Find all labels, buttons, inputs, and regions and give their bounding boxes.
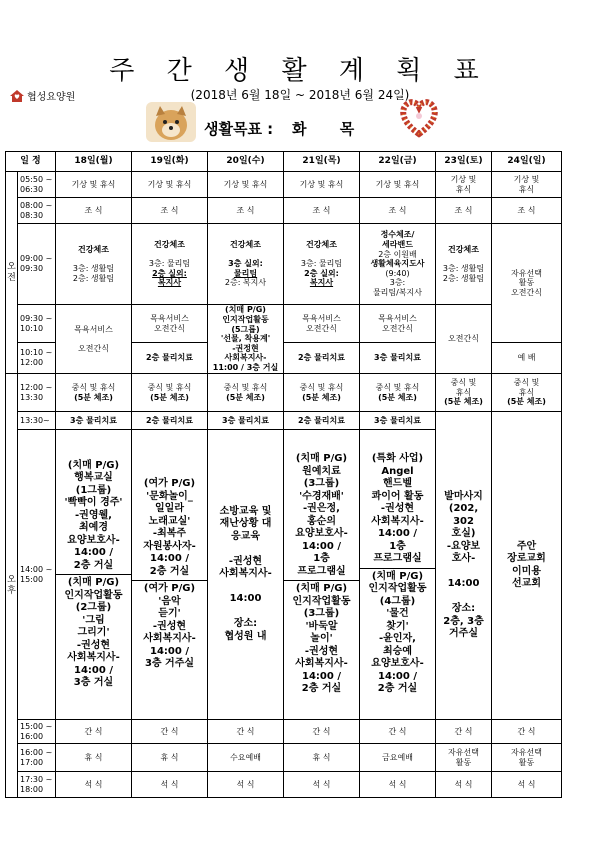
- cell-tue-pm: (여가 P/G) '문화놀이_ 일일라 노래교실' -최복주 자원봉사자- 14:00 / 2층 거실 (여가 P/G) '음악 듣기' -권성현 사회복지사- 14:00 / 3층 거주실: [132, 430, 208, 720]
- cell: 2층 물리치료: [284, 343, 360, 374]
- cell: 석 식: [208, 772, 284, 798]
- cell: 기상 및 휴식: [208, 172, 284, 198]
- col-wed: 20일(수): [208, 152, 284, 172]
- am-label: 오 전: [6, 172, 18, 374]
- col-schedule: 일 정: [6, 152, 56, 172]
- time-cell: 14:00 ~ 15:00: [18, 430, 56, 720]
- cell: 석 식: [56, 772, 132, 798]
- cell: 기상 및 휴식: [132, 172, 208, 198]
- pm-label: 오 후: [6, 374, 18, 798]
- puppy-image: [146, 102, 196, 142]
- time-cell: 05:50 ~ 06:30: [18, 172, 56, 198]
- time-cell: 10:10 ~ 12:00: [18, 343, 56, 374]
- cell: 건강체조 3층: 물리팀 2층 실외: 복지사: [284, 224, 360, 305]
- cell: (치매 P/G) 인지작업활동 (5그룹) '선물, 착용계' -권정현 사회복지사- 11:00 / 3층 거실: [208, 305, 284, 374]
- cell: 간 식: [284, 720, 360, 744]
- cell: 오전간식: [436, 305, 492, 374]
- cell: 자유선택 활동: [436, 744, 492, 772]
- cell: 조 식: [132, 198, 208, 224]
- cell: 건강체조 3층: 생활팀 2층: 생활팀: [56, 224, 132, 305]
- cell: 자유선택 활동: [492, 744, 562, 772]
- col-fri: 22일(금): [360, 152, 436, 172]
- cell: 예 배: [492, 343, 562, 374]
- cell: 중식 및 휴식 (5분 체조): [56, 374, 132, 412]
- cell: 정수체조/ 세라밴드 2층 이원배 생활체육지도사 (9:40) 3층: 물리팀/복지사: [360, 224, 436, 305]
- cell: 2층 물리치료: [132, 343, 208, 374]
- time-cell: 17:30 ~ 18:00: [18, 772, 56, 798]
- cell: 목욕서비스 오전간식: [284, 305, 360, 343]
- goal-value: 화 목: [292, 120, 369, 138]
- cell: 조 식: [492, 198, 562, 224]
- cell: 중식 및 휴식 (5분 체조): [208, 374, 284, 412]
- cell: 건강체조 3층: 물리팀 2층 실외: 복지사: [132, 224, 208, 305]
- cell: 목욕서비스 오전간식: [132, 305, 208, 343]
- time-cell: 09:30 ~ 10:10: [18, 305, 56, 343]
- cell: 3층 물리치료: [360, 412, 436, 430]
- col-mon: 18일(월): [56, 152, 132, 172]
- cell: 3층 물리치료: [56, 412, 132, 430]
- cell: 자유선택 활동 오전간식: [492, 224, 562, 343]
- row-dinner: [6, 772, 562, 798]
- cell: 조 식: [436, 198, 492, 224]
- time-cell: 13:30~: [18, 412, 56, 430]
- cell: 석 식: [492, 772, 562, 798]
- cell: 목욕서비스 오전간식: [56, 305, 132, 374]
- cell: 휴 식: [132, 744, 208, 772]
- page-title: 주 간 생 활 계 획 표: [109, 56, 491, 86]
- cell: 2층 물리치료: [132, 412, 208, 430]
- cell: 조 식: [56, 198, 132, 224]
- cell-fri-pm: (특화 사업) Angel 핸드벨 콰이어 활동 -권성현 사회복지사- 14:00 / 1층 프로그램실 (치매 P/G) 인지작업활동 (4그룹) '물건 찾기' -윤인자, 최승예 요양보호사- 14:00 / 2층 거실: [360, 430, 436, 720]
- cell: 중식 및 휴식 (5분 체조): [284, 374, 360, 412]
- col-thu: 21일(목): [284, 152, 360, 172]
- cell: 금요예배: [360, 744, 436, 772]
- row-physio-pm: [6, 412, 562, 430]
- goal-label: 생활목표 :: [204, 120, 274, 138]
- cell: 간 식: [492, 720, 562, 744]
- time-cell: 16:00 ~ 17:00: [18, 744, 56, 772]
- cell: 석 식: [360, 772, 436, 798]
- row-bath: [6, 305, 562, 343]
- cell: 간 식: [436, 720, 492, 744]
- cell: 조 식: [208, 198, 284, 224]
- cell: 기상 및 휴식: [56, 172, 132, 198]
- row-exercise: [6, 224, 562, 305]
- cell: 건강체조 3층 실외: 물리팀 2층: 복지사: [208, 224, 284, 305]
- cell: 간 식: [208, 720, 284, 744]
- cell: 중식 및 휴식 (5분 체조): [492, 374, 562, 412]
- cell: 조 식: [284, 198, 360, 224]
- row-wake: [6, 172, 562, 198]
- cell: 간 식: [56, 720, 132, 744]
- cell: 기상 및 휴식: [284, 172, 360, 198]
- row-rest: [6, 744, 562, 772]
- cell: 간 식: [132, 720, 208, 744]
- cell: 건강체조 3층: 생활팀 2층: 생활팀: [436, 224, 492, 305]
- cell: 석 식: [436, 772, 492, 798]
- time-cell: 09:00 ~ 09:30: [18, 224, 56, 305]
- cell: 기상 및 휴식: [492, 172, 562, 198]
- cell-mon-pm: (치매 P/G) 행복교실 (1그룹) '빡빡이 경주' -권영웰, 최예경 요양보호사- 14:00 / 2층 거실 (치매 P/G) 인지작업활동 (2그룹) '그림 그리기' -권성현 사회복지사- 14:00 / 3층 거실: [56, 430, 132, 720]
- cell: 조 식: [360, 198, 436, 224]
- row-breakfast: [6, 198, 562, 224]
- schedule-table: [5, 151, 562, 798]
- cell: 간 식: [360, 720, 436, 744]
- cell: 기상 및 휴식: [436, 172, 492, 198]
- cell: 목욕서비스 오전간식: [360, 305, 436, 343]
- cell: 기상 및 휴식: [360, 172, 436, 198]
- cell: 휴 식: [284, 744, 360, 772]
- time-cell: 12:00 ~ 13:30: [18, 374, 56, 412]
- cell-sun-pm: 주안 장로교회 이미용 선교회: [492, 412, 562, 720]
- time-cell: 08:00 ~ 08:30: [18, 198, 56, 224]
- cell: 3층 물리치료: [208, 412, 284, 430]
- col-sat: 23일(토): [436, 152, 492, 172]
- cell: 휴 식: [56, 744, 132, 772]
- cell: 석 식: [132, 772, 208, 798]
- cell: 중식 및 휴식 (5분 체조): [132, 374, 208, 412]
- cell: 2층 물리치료: [284, 412, 360, 430]
- cell-thu-pm: (치매 P/G) 원예치료 (3그룹) '수경재배' -권은정, 홍순의 요양보호사- 14:00 / 1층 프로그램실 (치매 P/G) 인지작업활동 (3그룹) '바둑알 놀이' -권성현 사회복지사- 14:00 / 2층 거실: [284, 430, 360, 720]
- row-snack: [6, 720, 562, 744]
- cell: 수요예배: [208, 744, 284, 772]
- cell: 3층 물리치료: [360, 343, 436, 374]
- period: (2018년 6월 18일 ~ 2018년 6월 24일): [190, 88, 410, 102]
- cell: 석 식: [284, 772, 360, 798]
- time-cell: 15:00 ~ 16:00: [18, 720, 56, 744]
- heart-wreath-icon: [398, 96, 440, 138]
- col-sun: 24일(일): [492, 152, 562, 172]
- cell: 중식 및 휴식 (5분 체조): [436, 374, 492, 412]
- row-lunch: [6, 374, 562, 412]
- cell-wed-pm: 소방교육 및 재난상황 대 응교육 -권성현 사회복지사- 14:00 장소: 협성원 내: [208, 430, 284, 720]
- org-label: 협성요양원: [27, 92, 76, 103]
- cell-sat-pm: 발마사지 (202, 302 호실) -요양보 호사- 14:00 장소: 2층, 3층 거주실: [436, 412, 492, 720]
- cell: 중식 및 휴식 (5분 체조): [360, 374, 436, 412]
- col-tue: 19일(화): [132, 152, 208, 172]
- header-row: [6, 152, 562, 172]
